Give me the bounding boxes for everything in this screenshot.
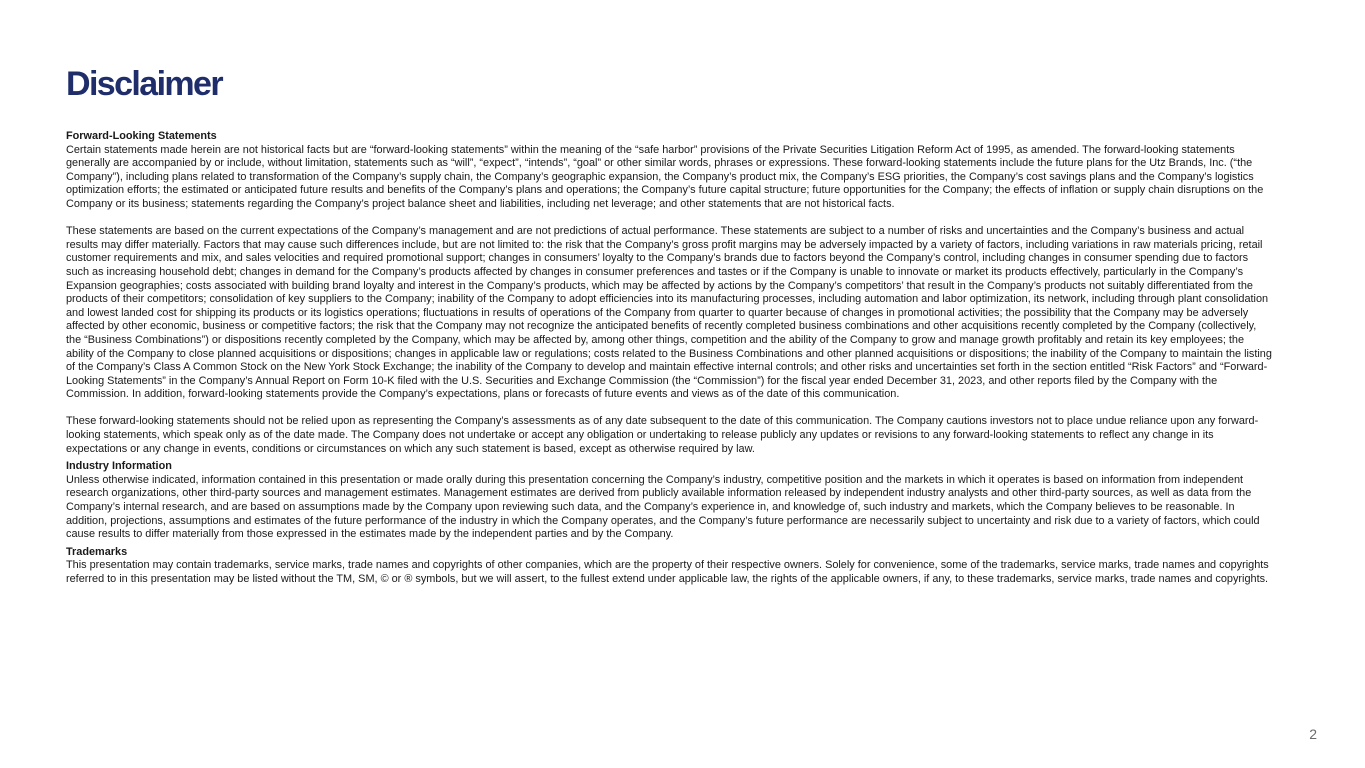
disclaimer-body [66,130,1274,587]
industry-section [66,460,1274,542]
page-number: 2 [1309,726,1317,742]
trademarks-section [66,546,1274,587]
industry-paragraph: Unless otherwise indicated, information contained in this presentation or made orally during this presentation concerning the Company’s industry, competitive position and the markets in which it operates is based on information from independent research organizations, other third-party sources and management estimates. Management estimates are derived from publicly available information released by independent industry analysts and other third-party sources, as well as data from the Company’s internal research, and are based on assumptions made by the Company upon reviewing such data, and the Company’s experience in, and knowledge of, such industry and markets, which the Company believes to be reasonable. In addition, projections, assumptions and estimates of the future performance of the industry in which the Company operates, and the Company’s future performance are necessarily subject to uncertainty and risk due to a variety of factors, which could cause results to differ materially from those expressed in the estimates made by the independent parties and by the Company. [66,473,1260,541]
forward-looking-section [66,130,1274,456]
forward-looking-paragraph-1: Certain statements made herein are not historical facts but are “forward-looking statements” within the meaning of the “safe harbor” provisions of the Private Securities Litigation Reform Act of 1995, as amended. The forward-looking statements generally are accompanied by or include, without limitation, statements such as “will”, “expect”, “intends”, “goal” or other similar words, phrases or expressions. These forward-looking statements include the future plans for the Utz Brands, Inc. (“the Company”), including plans related to transformation of the Company’s supply chain, the Company’s geographic expansion, the Company’s product mix, the Company’s ESG priorities, the Company’s cost savings plans and the Company’s logistics optimization efforts; the estimated or anticipated future results and benefits of the Company’s plans and operations; the Company’s future capital structure; future opportunities for the Company; the effects of inflation or supply chain disruptions on the Company or its business; statements regarding the Company’s project balance sheet and liabilities, including net leverage; and other statements that are not historical facts. [66,143,1264,210]
trademarks-heading: Trademarks [66,545,128,558]
page-title: Disclaimer [66,65,222,103]
forward-looking-heading: Forward-Looking Statements [66,130,217,142]
industry-heading: Industry Information [66,460,172,473]
forward-looking-paragraph-2: These statements are based on the current expectations of the Company’s management and are not predictions of actual performance. These statements are subject to a number of risks and uncertainties and the Company’s business and actual results may differ materially. Factors that may cause such differences include, but are not limited to: the risk that the Company’s gross profit margins may be adversely impacted by a variety of factors, including variations in raw materials pricing, retail customer requirements and mix, and sales velocities and required promotional support; changes in consumers’ loyalty to the Company’s brands due to factors beyond the Company’s control, including changes in consumer spending due to factors such as increasing household debt; changes in demand for the Company’s products affected by changes in consumer preferences and tastes or if the Company is unable to innovate or market its products effectively, particularly in the Company’s Expansion geographies; costs associated with building brand loyalty and interest in the Company’s products, which may be affected by actions by the Company’s competitors’ that result in the Company’s products not suitably differentiated from the products of their competitors; consolidation of key suppliers to the Company; inability of the Company to adopt efficiencies into its manufacturing processes, including automation and labor optimization, its network, including through plant consolidation and lowest landed cost for shipping its products or its logistics operations; fluctuations in results of operations of the Company from quarter to quarter because of changes in promotional activities; the possibility that the Company may be adversely affected by other economic, business or competitive factors; the risk that the Company may not recognize the anticipated benefits of recently completed business combinations and other acquisitions recently completed by the Company (collectively, the “Business Combinations”) or dispositions recently completed by the Company, which may be affected by, among other things, competition and the ability of the Company to grow and manage growth profitably and retain its key employees; the ability of the Company to close planned acquisitions or dispositions; changes in applicable law or regulations; costs related to the Business Combinations and other planned acquisitions or dispositions; the inability of the Company to maintain the listing of the Company’s Class A Common Stock on the New York Stock Exchange; the inability of the Company to develop and maintain effective internal controls; and other risks and uncertainties set forth in the section entitled “Risk Factors” and “Forward-Looking Statements” in the Company’s Annual Report on Form 10-K filed with the U.S. Securities and Exchange Commission (the “Commission”) for the fiscal year ended December 31, 2023, and other reports filed by the Company with the Commission. In addition, forward-looking statements provide the Company’s expectations, plans or forecasts of future events and views as of the date of this communication. [66,225,1272,401]
forward-looking-paragraph-3: These forward-looking statements should not be relied upon as representing the Company’s assessments as of any date subsequent to the date of this communication. The Company cautions investors not to place undue reliance upon any forward-looking statements, which speak only as of the date made. The Company does not undertake or accept any obligation or undertaking to release publicly any updates or revisions to any forward-looking statements to reflect any change in its expectations or any change in events, conditions or circumstances on which any such statement is based, except as otherwise required by law. [66,415,1259,455]
trademarks-paragraph: This presentation may contain trademarks, service marks, trade names and copyrights of other companies, which are the property of their respective owners. Solely for convenience, some of the trademarks, service marks, trade names and copyrights referred to in this presentation may be listed without the TM, SM, © or ® symbols, but we will assert, to the fullest extend under applicable law, the rights of the applicable owners, if any, to these trademarks, service marks, trade names and copyrights. [66,559,1269,585]
